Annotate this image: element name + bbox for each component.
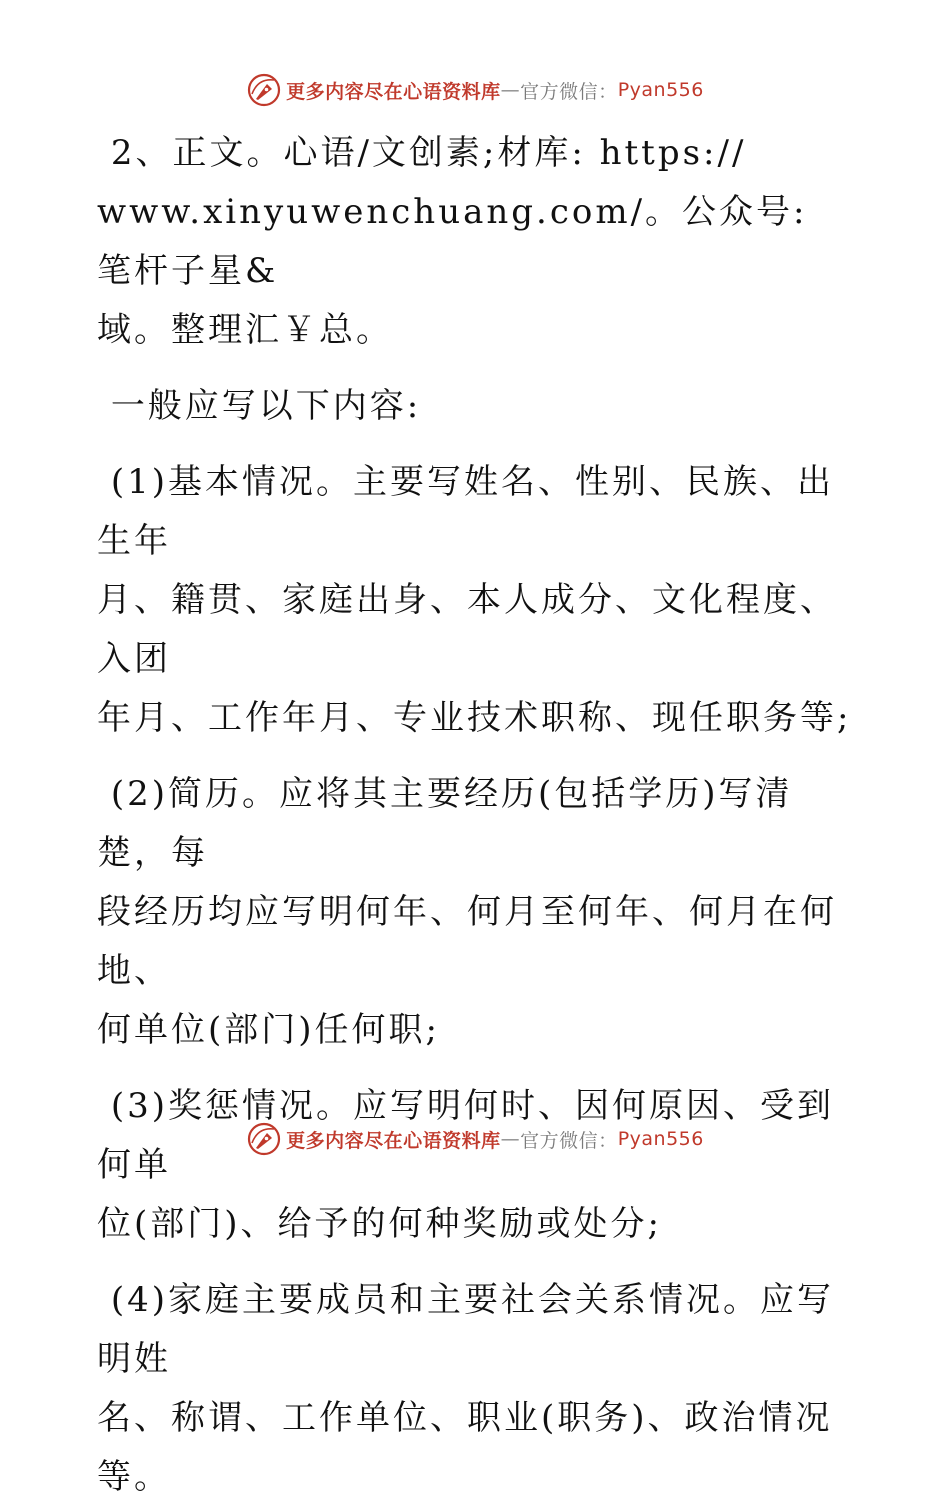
watermark-separator: —: [500, 79, 521, 101]
footer-watermark: [0, 1121, 950, 1157]
header-watermark: [0, 72, 950, 108]
watermark-suffix: 官方微信：: [520, 80, 618, 103]
paragraph-content-heading: 一般应写以下内容:: [97, 386, 422, 426]
watermark-main-text: 更多内容尽在心语资料库: [286, 80, 501, 103]
pen-nib-logo-icon: [246, 1121, 282, 1157]
watermark-main-text: 更多内容尽在心语资料库: [286, 1129, 501, 1152]
paragraph-family-relations: (4)家庭主要成员和主要社会关系情况。应写明姓 名、称谓、工作单位、职业(职务)、政治情况等。: [97, 1280, 834, 1497]
paragraph-resume: (2)简历。应将其主要经历(包括学历)写清楚，每 段经历均应写明何年、何月至何年、何月在何地、 何单位(部门)任何职;: [97, 774, 837, 1050]
paragraph-body-intro: 2、正文。心语/文创素;材库: https:// www.xinyuwenchuang.com/。公众号: 笔杆子星& 域。整理汇￥总。: [97, 133, 808, 350]
paragraph-basic-info: (1)基本情况。主要写姓名、性别、民族、出生年 月、籍贯、家庭出身、本人成分、文化程度、入团 年月、工作年月、专业技术职称、现任职务等;: [97, 462, 852, 738]
pen-nib-logo-icon: [246, 72, 282, 108]
paragraph-rewards-penalties: (3)奖惩情况。应写明何时、因何原因、受到何单 位(部门)、给予的何种奖励或处分;: [97, 1086, 834, 1244]
watermark-separator: —: [500, 1128, 521, 1150]
watermark-id: Pyan556: [617, 79, 704, 101]
watermark-id: Pyan556: [617, 1128, 704, 1150]
document-body: [97, 124, 857, 1507]
watermark-suffix: 官方微信：: [520, 1129, 618, 1152]
